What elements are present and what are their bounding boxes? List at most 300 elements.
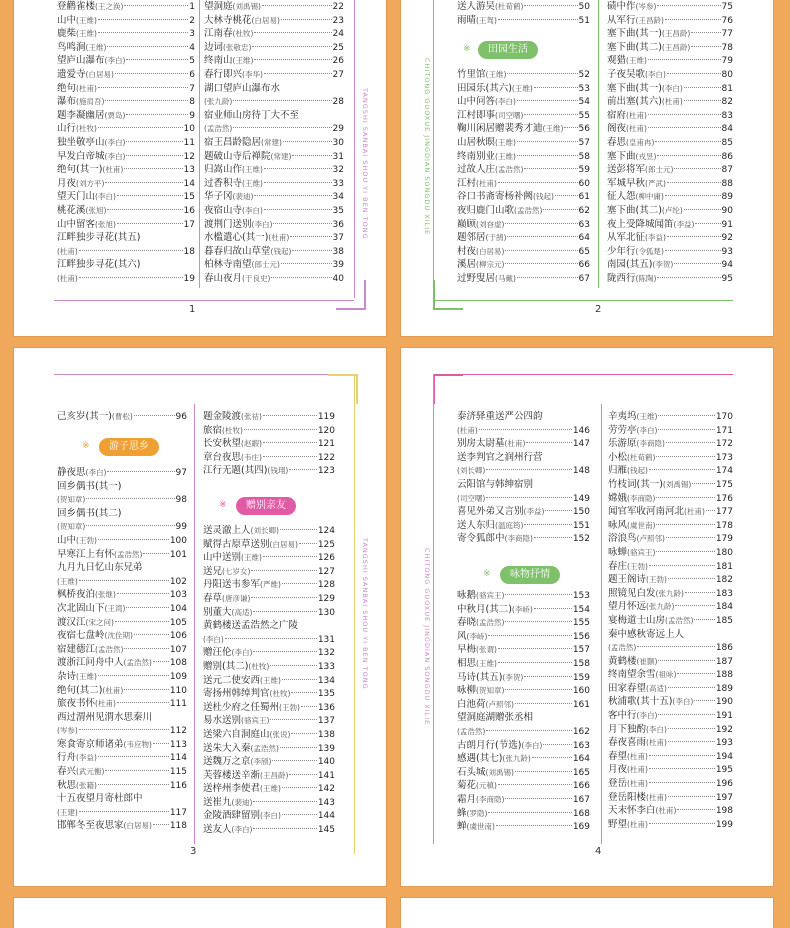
dot-leader	[105, 770, 168, 771]
toc-entry[interactable]	[57, 14, 195, 28]
toc-entry[interactable]	[57, 548, 187, 562]
toc-entry[interactable]	[457, 698, 590, 712]
toc-entry[interactable]	[607, 218, 733, 232]
toc-entry[interactable]	[608, 478, 733, 492]
page-ref: 198	[715, 806, 733, 817]
toc-entry[interactable]	[608, 804, 733, 818]
poem-title: 古朗月行(节选)	[457, 739, 522, 751]
toc-entry[interactable]	[457, 492, 590, 506]
poem-author: (崔颢)	[636, 656, 658, 666]
poem-author: (张祜)	[241, 412, 262, 421]
toc-entry[interactable]	[457, 725, 590, 739]
toc-entry[interactable]	[203, 565, 335, 579]
page-ref: 178	[715, 520, 733, 531]
toc-entry[interactable]	[57, 231, 195, 245]
toc-entry[interactable]	[608, 505, 733, 519]
dot-leader	[656, 551, 714, 552]
toc-entry[interactable]	[457, 671, 590, 685]
toc-entry[interactable]	[57, 136, 195, 150]
toc-entry[interactable]	[57, 724, 187, 738]
toc-entry[interactable]	[607, 14, 733, 28]
toc-entry[interactable]	[457, 603, 590, 617]
section-ornament: ※	[463, 44, 471, 54]
page-ref: 184	[715, 602, 733, 613]
toc-entry[interactable]	[608, 451, 733, 465]
toc-entry[interactable]	[203, 437, 335, 451]
dot-leader	[124, 648, 168, 649]
poem-author: (孟浩然)	[95, 644, 124, 654]
toc-entry[interactable]	[57, 684, 187, 698]
toc-entry[interactable]	[457, 519, 590, 533]
toc-entry[interactable]	[607, 27, 733, 41]
toc-entry[interactable]	[204, 136, 344, 150]
page-ref: 17	[183, 219, 195, 230]
toc-entry[interactable]	[203, 551, 335, 565]
toc-entry[interactable]	[607, 41, 733, 55]
toc-entry[interactable]	[607, 272, 733, 286]
page-ref: 34	[332, 192, 344, 203]
toc-entry[interactable]	[608, 695, 733, 709]
toc-entry[interactable]	[57, 534, 187, 548]
poem-title: 石头城	[457, 766, 486, 778]
toc-entry[interactable]	[57, 150, 195, 164]
page-ref: 154	[572, 604, 590, 615]
toc-entry[interactable]	[204, 95, 344, 109]
toc-entry[interactable]	[608, 587, 733, 601]
poem-author: (杜甫)	[661, 97, 683, 107]
toc-entry[interactable]	[607, 82, 733, 96]
dot-leader	[524, 168, 577, 169]
toc-entry[interactable]	[57, 792, 187, 806]
page-ref: 128	[317, 580, 335, 591]
poem-title: 望洞庭	[204, 1, 233, 12]
page-ref: 99	[175, 522, 187, 533]
toc-entry[interactable]	[204, 54, 344, 68]
toc-entry[interactable]	[607, 54, 733, 68]
toc-entry[interactable]	[57, 41, 195, 55]
page-ref: 189	[715, 683, 733, 694]
toc-entry[interactable]	[57, 643, 187, 657]
toc-page-1	[14, 0, 386, 336]
toc-entry[interactable]	[203, 538, 335, 552]
poem-title: 送魏万之京	[203, 756, 251, 768]
toc-entry[interactable]	[457, 807, 590, 821]
toc-entry[interactable]	[203, 742, 335, 756]
dot-leader	[271, 277, 331, 278]
page-ref: 194	[715, 751, 733, 762]
toc-entry[interactable]	[457, 245, 590, 259]
poem-author: (李白)	[104, 151, 126, 161]
page-ref: 177	[715, 507, 733, 518]
poem-author: (钱起)	[533, 192, 554, 202]
toc-entry[interactable]	[607, 190, 733, 204]
toc-entry[interactable]	[608, 818, 733, 832]
toc-entry[interactable]	[608, 519, 733, 533]
toc-entry[interactable]	[203, 592, 335, 606]
toc-entry[interactable]	[607, 68, 733, 82]
toc-entry[interactable]	[457, 478, 590, 492]
toc-entry[interactable]	[204, 122, 344, 136]
toc-entry[interactable]	[457, 464, 590, 478]
toc-entry[interactable]	[457, 14, 590, 28]
toc-entry[interactable]	[57, 493, 187, 507]
toc-entry[interactable]	[57, 656, 187, 670]
poem-title: 宿王昌龄隐居	[204, 136, 262, 148]
dot-leader	[543, 209, 577, 210]
toc-entry[interactable]	[57, 697, 187, 711]
toc-entry[interactable]	[457, 657, 590, 671]
toc-entry[interactable]	[457, 177, 590, 191]
page-ref: 24	[332, 29, 344, 40]
toc-entry[interactable]	[204, 163, 344, 177]
dot-leader	[251, 597, 316, 598]
toc-entry[interactable]	[608, 763, 733, 777]
toc-entry[interactable]	[608, 546, 733, 560]
toc-entry[interactable]	[203, 464, 335, 478]
poem-author: (沈佺期)	[104, 631, 133, 641]
toc-entry[interactable]	[57, 204, 195, 218]
toc-entry[interactable]	[457, 190, 590, 204]
toc-entry[interactable]	[57, 738, 187, 752]
toc-entry[interactable]	[608, 791, 733, 805]
toc-entry[interactable]	[57, 575, 187, 589]
poem-title: 咏风	[608, 519, 628, 531]
toc-entry[interactable]	[607, 95, 733, 109]
toc-entry[interactable]	[608, 655, 733, 669]
toc-entry[interactable]	[608, 668, 733, 682]
toc-entry[interactable]	[608, 709, 733, 723]
page-ref: 6	[189, 69, 195, 80]
toc-column-right	[204, 0, 344, 285]
toc-entry[interactable]	[608, 777, 733, 791]
toc-entry[interactable]	[607, 109, 733, 123]
toc-entry[interactable]	[204, 0, 344, 14]
toc-entry[interactable]	[457, 711, 590, 725]
poem-author: (刘禹锡)	[662, 479, 692, 489]
poem-title: 渡浙江问舟中人	[57, 657, 124, 669]
toc-entry[interactable]	[608, 723, 733, 737]
toc-entry[interactable]	[608, 573, 733, 587]
poem-title: 春行即兴	[204, 68, 243, 80]
toc-entry[interactable]	[203, 769, 335, 783]
toc-entry[interactable]	[608, 641, 733, 655]
page-ref: 92	[721, 233, 733, 244]
toc-entry[interactable]	[57, 520, 187, 534]
toc-entry[interactable]	[57, 670, 187, 684]
toc-entry[interactable]	[608, 750, 733, 764]
poem-author: (李白)	[495, 97, 516, 107]
toc-entry[interactable]	[57, 218, 195, 232]
poem-title: 闻官军收河南河北	[608, 506, 685, 518]
toc-entry[interactable]	[457, 589, 590, 603]
page-ref: 160	[572, 686, 590, 697]
poem-author: (皇甫冉)	[626, 137, 655, 147]
toc-entry[interactable]	[457, 424, 590, 438]
toc-entry[interactable]	[608, 424, 733, 438]
poem-title: 十五夜望月寄杜郎中	[57, 793, 143, 805]
toc-entry[interactable]	[203, 782, 335, 796]
toc-entry[interactable]	[57, 82, 195, 96]
toc-entry[interactable]	[204, 150, 344, 164]
toc-entry[interactable]	[57, 779, 187, 793]
toc-entry[interactable]	[57, 0, 195, 14]
toc-entry[interactable]	[204, 272, 344, 286]
toc-entry[interactable]	[203, 701, 335, 715]
toc-entry[interactable]	[457, 643, 590, 657]
toc-entry[interactable]	[203, 660, 335, 674]
dot-leader	[488, 635, 571, 636]
toc-entry[interactable]	[57, 507, 187, 521]
dot-leader	[517, 277, 578, 278]
toc-entry[interactable]	[457, 616, 590, 630]
poem-author: (杜牧)	[222, 425, 243, 435]
toc-entry[interactable]	[57, 190, 195, 204]
dot-leader	[649, 565, 715, 566]
poem-author: (李白)	[85, 468, 107, 477]
toc-entry[interactable]	[204, 258, 344, 272]
toc-entry[interactable]	[608, 410, 733, 424]
toc-entry[interactable]	[204, 245, 344, 259]
poem-author: (王维)	[260, 784, 281, 794]
poem-title: 早寒江上有怀	[57, 548, 115, 560]
dot-leader	[691, 32, 720, 33]
page-ref: 65	[578, 246, 590, 257]
toc-entry[interactable]	[607, 258, 733, 272]
toc-entry[interactable]	[608, 736, 733, 750]
toc-entry[interactable]	[57, 711, 187, 725]
toc-entry[interactable]	[57, 480, 187, 494]
toc-entry[interactable]	[204, 231, 344, 245]
toc-entry[interactable]	[457, 532, 590, 546]
poem-title: 月下独酌	[608, 723, 647, 735]
toc-entry[interactable]	[457, 505, 590, 519]
dot-leader	[677, 809, 714, 810]
toc-entry[interactable]	[607, 150, 733, 164]
toc-entry[interactable]	[57, 819, 187, 833]
poem-author: (戎昱)	[635, 151, 657, 161]
poem-author: (常建)	[270, 151, 292, 161]
poem-title: 黄鹤楼送孟浩然之广陵	[203, 620, 299, 632]
toc-entry[interactable]	[203, 578, 335, 592]
toc-entry[interactable]	[57, 272, 195, 286]
toc-entry[interactable]	[57, 765, 187, 779]
toc-entry[interactable]	[457, 684, 590, 698]
poem-title: 题破山寺后禅院	[204, 150, 271, 162]
poem-author: (王维)	[476, 658, 497, 668]
toc-entry[interactable]	[608, 560, 733, 574]
toc-entry[interactable]	[608, 464, 733, 478]
poem-title: 江南春	[204, 28, 233, 40]
poem-title: 春晓	[457, 617, 477, 629]
toc-entry[interactable]	[203, 809, 335, 823]
toc-entry[interactable]	[204, 177, 344, 191]
toc-entry[interactable]	[57, 68, 195, 82]
dot-leader	[532, 757, 572, 758]
poem-author: (虞世南)	[627, 520, 656, 530]
toc-entry[interactable]	[457, 204, 590, 218]
page-number: 3	[190, 846, 197, 857]
page-ref: 64	[578, 233, 590, 244]
toc-entry[interactable]	[57, 806, 187, 820]
dot-leader	[694, 619, 714, 620]
toc-entry[interactable]	[203, 451, 335, 465]
toc-entry[interactable]	[203, 728, 335, 742]
toc-entry[interactable]	[57, 258, 195, 272]
toc-entry[interactable]	[608, 682, 733, 696]
toc-entry[interactable]	[57, 245, 195, 259]
dot-leader	[283, 141, 332, 142]
page-ref: 106	[169, 631, 187, 642]
toc-entry[interactable]	[457, 122, 590, 136]
poem-title: 春夜喜雨	[608, 737, 647, 749]
toc-entry[interactable]	[57, 751, 187, 765]
toc-entry[interactable]	[57, 410, 187, 424]
section-header-farewell	[236, 497, 296, 515]
toc-entry[interactable]	[203, 646, 335, 660]
toc-entry[interactable]	[203, 687, 335, 701]
toc-entry[interactable]	[57, 177, 195, 191]
toc-entry[interactable]	[204, 68, 344, 82]
toc-entry[interactable]	[457, 163, 590, 177]
toc-entry[interactable]	[204, 41, 344, 55]
toc-entry[interactable]	[457, 258, 590, 272]
toc-entry[interactable]	[607, 122, 733, 136]
toc-entry[interactable]	[203, 796, 335, 810]
toc-entry[interactable]	[57, 109, 195, 123]
dot-leader	[505, 594, 571, 595]
toc-entry[interactable]	[457, 0, 590, 14]
poem-title: 回乡偶书(其一)	[57, 480, 122, 492]
toc-entry[interactable]	[457, 82, 590, 96]
toc-entry[interactable]	[608, 614, 733, 628]
toc-entry[interactable]	[457, 793, 590, 807]
page-ref: 165	[572, 767, 590, 778]
toc-entry[interactable]	[204, 14, 344, 28]
toc-entry[interactable]	[457, 410, 590, 424]
page-ref: 37	[332, 233, 344, 244]
page-ref: 50	[578, 2, 590, 12]
toc-entry[interactable]	[204, 82, 344, 96]
toc-entry[interactable]	[204, 190, 344, 204]
toc-entry[interactable]	[203, 606, 335, 620]
poem-title: 乐游原	[608, 438, 637, 450]
toc-entry[interactable]	[457, 739, 590, 753]
poem-title: 山居秋暝	[457, 136, 496, 148]
toc-entry[interactable]	[457, 231, 590, 245]
toc-entry[interactable]	[457, 150, 590, 164]
toc-entry[interactable]	[203, 619, 335, 633]
toc-entry[interactable]	[457, 136, 590, 150]
toc-entry[interactable]	[57, 561, 187, 575]
toc-entry[interactable]	[607, 245, 733, 259]
poem-author: (武元衡)	[76, 767, 105, 777]
toc-entry[interactable]	[57, 602, 187, 616]
poem-title: 山行	[57, 123, 77, 135]
poem-title: 赠别(其二)	[203, 660, 249, 672]
toc-entry[interactable]	[203, 823, 335, 837]
toc-entry[interactable]	[608, 628, 733, 642]
toc-entry[interactable]	[457, 109, 590, 123]
toc-entry[interactable]	[608, 532, 733, 546]
column-divider	[598, 0, 599, 288]
toc-entry[interactable]	[204, 27, 344, 41]
toc-entry[interactable]	[607, 163, 733, 177]
dot-leader	[658, 415, 714, 416]
poem-title: 村夜	[457, 245, 477, 257]
toc-entry[interactable]	[57, 466, 187, 480]
toc-entry[interactable]	[457, 779, 590, 793]
toc-entry[interactable]	[57, 27, 195, 41]
poem-title: 山中	[57, 14, 77, 26]
toc-entry[interactable]	[57, 163, 195, 177]
toc-entry[interactable]	[203, 424, 335, 438]
toc-entry[interactable]	[457, 451, 590, 465]
toc-entry[interactable]	[608, 492, 733, 506]
poem-author: (温庭筠)	[495, 520, 524, 530]
toc-entry[interactable]	[457, 766, 590, 780]
poem-title: 登岳	[608, 778, 628, 790]
toc-entry[interactable]	[203, 410, 335, 424]
toc-entry[interactable]	[457, 820, 590, 834]
toc-column-left	[57, 466, 187, 833]
toc-entry[interactable]	[203, 674, 335, 688]
poem-author: (王维)	[495, 137, 516, 147]
toc-entry[interactable]	[57, 629, 187, 643]
toc-entry[interactable]	[203, 633, 335, 647]
poem-author: (钱起)	[627, 466, 648, 476]
page-ref: 161	[572, 699, 590, 710]
page-ref: 141	[317, 770, 335, 781]
toc-entry[interactable]	[457, 95, 590, 109]
toc-entry[interactable]	[203, 524, 335, 538]
toc-entry[interactable]	[608, 437, 733, 451]
toc-entry[interactable]	[608, 600, 733, 614]
page-ref: 7	[189, 83, 195, 94]
toc-entry[interactable]	[204, 204, 344, 218]
page-ref: 94	[721, 260, 733, 271]
toc-entry[interactable]	[607, 231, 733, 245]
poem-title: 柏林寺南望	[204, 259, 252, 271]
toc-entry[interactable]	[457, 630, 590, 644]
dot-leader	[290, 236, 331, 237]
toc-entry[interactable]	[457, 272, 590, 286]
dot-leader	[105, 100, 188, 101]
toc-entry[interactable]	[607, 204, 733, 218]
toc-entry[interactable]	[607, 136, 733, 150]
toc-entry[interactable]	[204, 218, 344, 232]
toc-entry[interactable]	[203, 755, 335, 769]
toc-entry[interactable]	[457, 218, 590, 232]
dot-leader	[534, 537, 572, 538]
toc-entry[interactable]	[57, 54, 195, 68]
poem-title: 金陵酒肆留别	[203, 810, 261, 822]
toc-entry[interactable]	[457, 437, 590, 451]
page-ref: 4	[189, 42, 195, 53]
toc-entry[interactable]	[607, 0, 733, 14]
toc-entry[interactable]	[457, 752, 590, 766]
toc-entry[interactable]	[607, 177, 733, 191]
dot-leader	[282, 787, 317, 788]
toc-entry[interactable]	[57, 95, 195, 109]
toc-entry[interactable]	[57, 122, 195, 136]
toc-entry[interactable]	[203, 714, 335, 728]
toc-entry[interactable]	[57, 588, 187, 602]
page-ref: 158	[572, 658, 590, 669]
poem-title: 霜月	[457, 793, 477, 805]
toc-entry[interactable]	[457, 68, 590, 82]
toc-entry[interactable]	[57, 616, 187, 630]
toc-entry[interactable]	[204, 109, 344, 123]
